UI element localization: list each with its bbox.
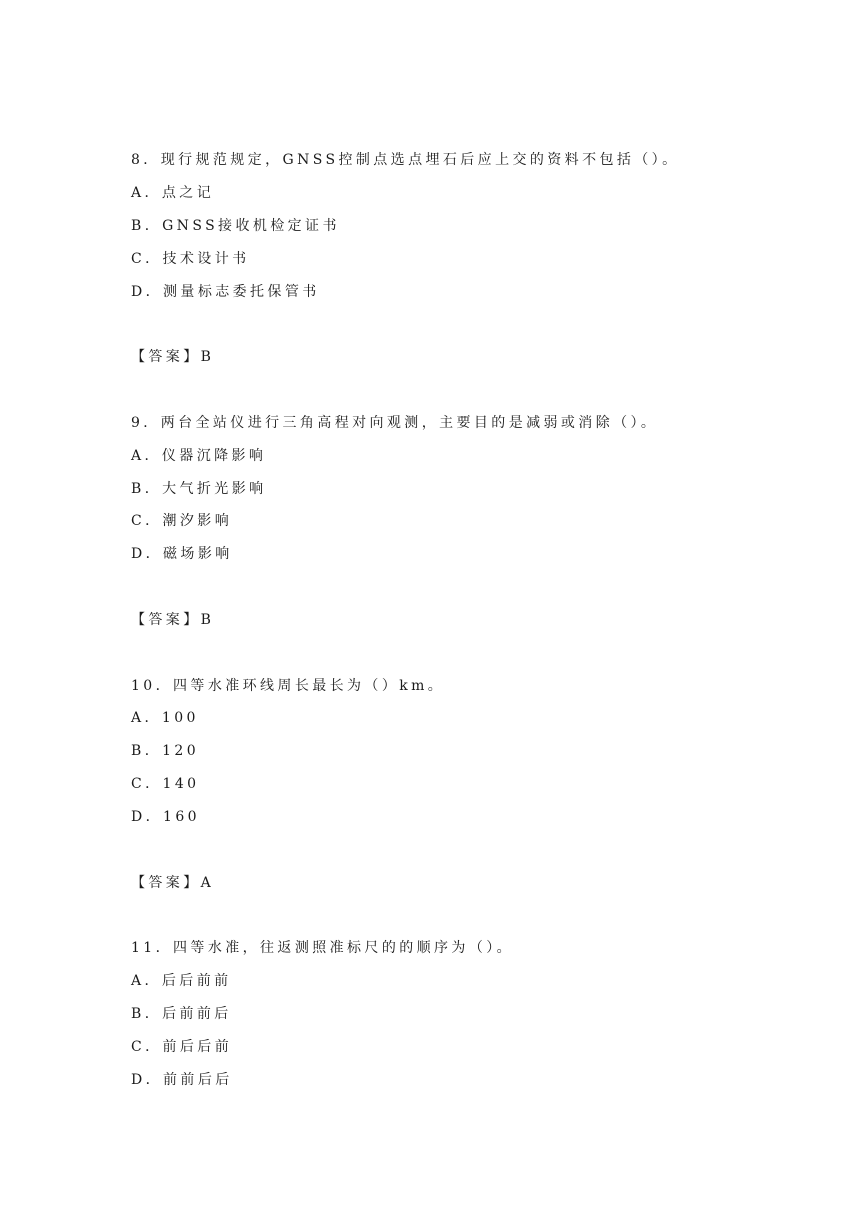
question-11-option-d: D．前前后后 xyxy=(131,1072,233,1088)
question-11-option-b: B．后前前后 xyxy=(131,1006,232,1022)
question-8-option-d: D．测量标志委托保管书 xyxy=(131,284,320,300)
question-10-option-b: B．120 xyxy=(131,743,200,759)
question-9-option-b: B．大气折光影响 xyxy=(131,481,267,497)
question-9-stem: 9．两台全站仪进行三角高程对向观测，主要目的是减弱或消除（）。 xyxy=(131,415,659,431)
question-10-option-a: A．100 xyxy=(131,710,199,726)
question-8-option-c: C．技术设计书 xyxy=(131,251,250,267)
question-11-option-c: C．前后后前 xyxy=(131,1039,233,1055)
question-8-stem: 8．现行规范规定，GNSS控制点选点埋石后应上交的资料不包括（）。 xyxy=(131,152,680,168)
question-10-option-d: D．160 xyxy=(131,809,200,825)
question-8-answer: 【答案】B xyxy=(131,349,215,365)
question-9-option-a: A．仪器沉降影响 xyxy=(131,448,267,464)
question-8-option-a: A．点之记 xyxy=(131,185,215,201)
question-10-stem: 10．四等水准环线周长最长为（）km。 xyxy=(131,678,446,694)
question-10-answer: 【答案】A xyxy=(131,875,215,891)
question-9-answer: 【答案】B xyxy=(131,612,215,628)
question-11-option-a: A．后后前前 xyxy=(131,973,232,989)
question-9-option-d: D．磁场影响 xyxy=(131,546,233,562)
question-11-stem: 11．四等水准，往返测照准标尺的的顺序为（）。 xyxy=(131,940,515,956)
question-8-option-b: B．GNSS接收机检定证书 xyxy=(131,218,340,234)
question-10-option-c: C．140 xyxy=(131,776,200,792)
question-9-option-c: C．潮汐影响 xyxy=(131,513,233,529)
